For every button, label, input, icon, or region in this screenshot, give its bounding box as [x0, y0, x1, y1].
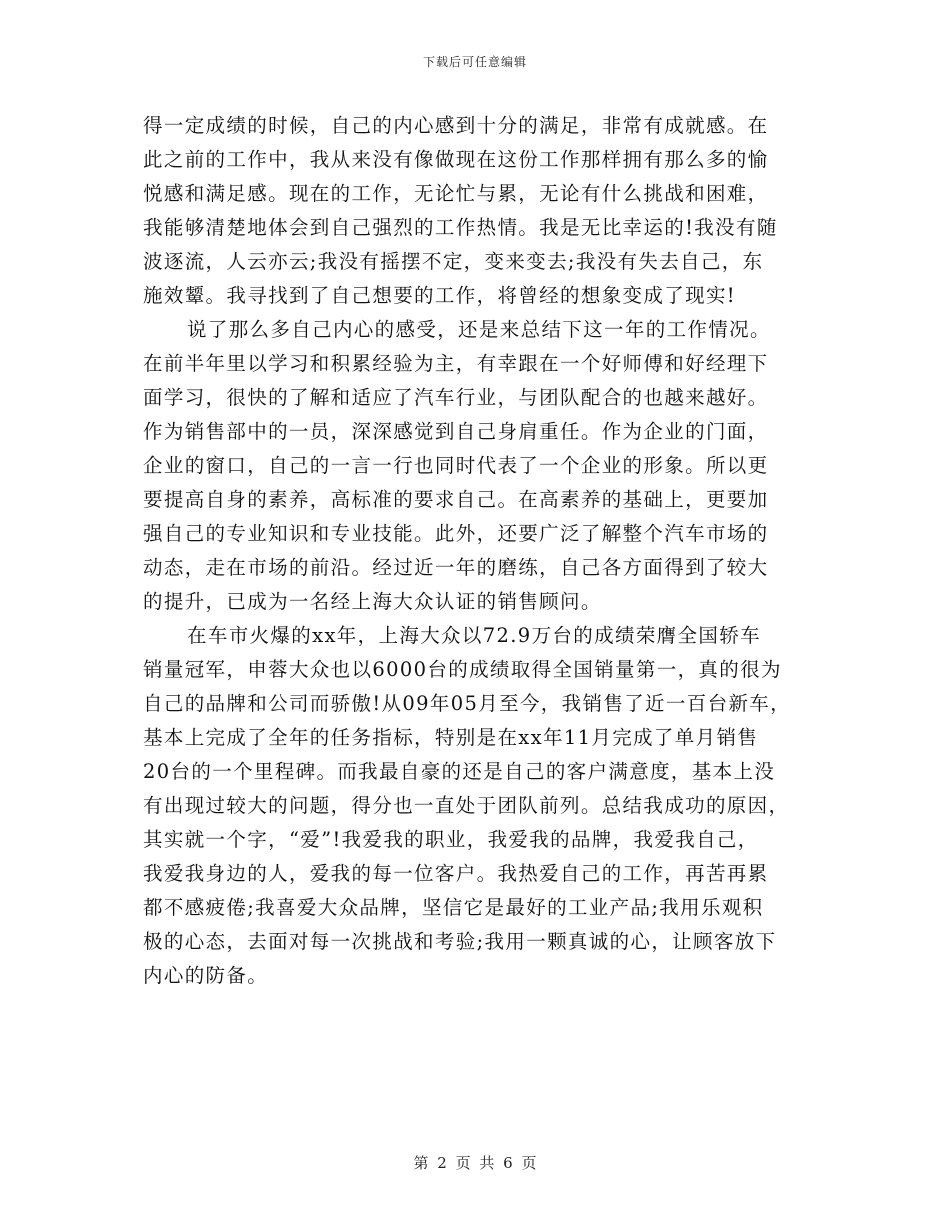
text-line: 此之前的工作中，我从来没有像做现在这份工作那样拥有那么多的愉: [143, 148, 769, 171]
text-line: 有出现过较大的问题，得分也一直处于团队前列。总结我成功的原因，: [143, 794, 790, 817]
text-line: 要提高自身的素养，高标准的要求自己。在高素养的基础上，更要加: [143, 488, 769, 511]
text-line: 内心的防备。: [143, 964, 269, 987]
text-line: 面学习，很快的了解和适应了汽车行业，与团队配合的也越来越好。: [143, 386, 769, 409]
body-text: [143, 109, 811, 993]
text-line: 都不感疲倦;我喜爱大众品牌，坚信它是最好的工业产品;我用乐观积: [143, 896, 764, 919]
text-line: 基本上完成了全年的任务指标，特别是在xx年11月完成了单月销售: [143, 726, 759, 749]
text-line: 企业的窗口，自己的一言一行也同时代表了一个企业的形象。所以更: [143, 454, 769, 477]
text-line: 动态，走在市场的前沿。经过近一年的磨练，自己各方面得到了较大: [143, 556, 769, 579]
text-line: 得一定成绩的时候，自己的内心感到十分的满足，非常有成就感。在: [143, 114, 769, 137]
text-line: 施效颦。我寻找到了自己想要的工作，将曾经的想象变成了现实!: [143, 284, 736, 307]
text-line: 极的心态，去面对每一次挑战和考验;我用一颗真诚的心，让顾客放下: [143, 930, 777, 953]
paragraph-start-line: 说了那么多自己内心的感受，还是来总结下这一年的工作情况。: [187, 318, 771, 341]
text-line: 悦感和满足感。现在的工作，无论忙与累，无论有什么挑战和困难，: [143, 182, 769, 205]
page-header-note: 下载后可任意编辑: [422, 55, 527, 69]
text-line: 在前半年里以学习和积累经验为主，有幸跟在一个好师傅和好经理下: [143, 352, 769, 375]
page-number: 第 2 页 共 6 页: [413, 1154, 537, 1172]
text-line: 其实就一个字，“爱”!我爱我的职业，我爱我的品牌，我爱我自己，: [143, 828, 759, 851]
paragraph-start-line: 在车市火爆的xx年，上海大众以72.9万台的成绩荣膺全国轿车: [187, 624, 761, 647]
text-line: 销量冠军，申蓉大众也以6000台的成绩取得全国销量第一，真的很为: [143, 658, 782, 681]
text-line: 我爱我身边的人，爱我的每一位客户。我热爱自己的工作，再苦再累: [143, 862, 769, 885]
text-line: 的提升，已成为一名经上海大众认证的销售顾问。: [143, 590, 602, 613]
text-line: 20台的一个里程碑。而我最自豪的还是自己的客户满意度，基本上没: [143, 760, 776, 783]
text-line: 我能够清楚地体会到自己强烈的工作热情。我是无比幸运的!我没有随: [143, 216, 778, 239]
text-line: 强自己的专业知识和专业技能。此外，还要广泛了解整个汽车市场的: [143, 522, 769, 545]
text-line: 自己的品牌和公司而骄傲!从09年05月至今，我销售了近一百台新车，: [143, 692, 792, 715]
text-line: 作为销售部中的一员，深深感觉到自己身肩重任。作为企业的门面，: [143, 420, 769, 443]
text-line: 波逐流，人云亦云;我没有摇摆不定，变来变去;我没有失去自己，东: [143, 250, 764, 273]
